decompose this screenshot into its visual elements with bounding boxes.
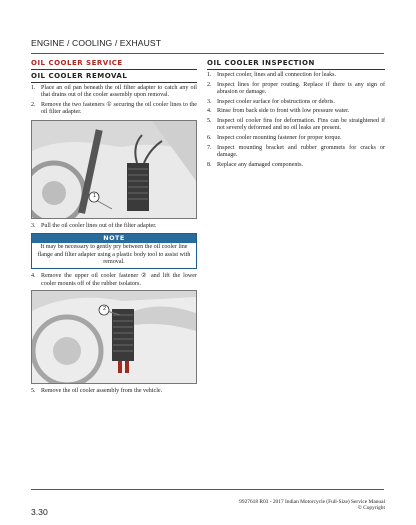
list-item bbox=[207, 145, 385, 160]
step-number: 8. bbox=[207, 161, 212, 168]
step-number: 4. bbox=[31, 273, 36, 280]
oil-cooler-photo-2 bbox=[31, 290, 197, 384]
motorcycle-photo-illustration bbox=[32, 291, 196, 383]
step-text: Remove the two fasteners ① securing the oil cooler lines to the oil filter adapter. bbox=[41, 101, 197, 116]
footer-text bbox=[239, 499, 385, 511]
heading-rule bbox=[31, 69, 197, 70]
inspection-steps bbox=[207, 72, 385, 169]
note-text: It may be necessary to gently pry between the oil cooler line flange and filter adapter using a plastic body tool to assist with removal. bbox=[37, 244, 191, 265]
removal-steps-d bbox=[31, 388, 197, 395]
step-text: Place an oil pan beneath the oil filter adapter to catch any oil that drains out of the cooler assembly upon removal. bbox=[41, 85, 197, 99]
step-text: Remove the oil cooler assembly from the vehicle. bbox=[41, 388, 163, 395]
step-number: 4. bbox=[207, 108, 212, 115]
list-item bbox=[31, 223, 197, 230]
list-item bbox=[207, 118, 385, 133]
step-number: 1. bbox=[207, 72, 212, 78]
heading-rule bbox=[207, 69, 385, 70]
step-text: Inspect cooler mounting fastener for proper torque. bbox=[217, 135, 342, 142]
list-item bbox=[207, 162, 385, 169]
list-item bbox=[31, 102, 197, 117]
step-text: Inspect oil cooler fins for deformation. Fins can be straightened if not severely deformed and no oil leaks are present. bbox=[217, 118, 385, 132]
step-number: 2. bbox=[31, 101, 36, 108]
inspection-heading: OIL COOLER INSPECTION bbox=[207, 59, 315, 67]
footer-divider bbox=[31, 489, 384, 490]
left-column bbox=[31, 59, 197, 398]
callout-label: 1 bbox=[92, 192, 97, 199]
list-item bbox=[31, 273, 197, 288]
step-text: Inspect mounting bracket and rubber grommets for cracks or damage. bbox=[217, 144, 385, 159]
header-divider bbox=[31, 53, 384, 54]
section-heading: OIL COOLER SERVICE bbox=[31, 59, 123, 67]
step-text: Inspect lines for proper routing. Replace if there is any sign of abrasion or damage. bbox=[217, 81, 385, 95]
manual-title: 9927618 R03 - 2017 Indian Motorcycle (Full-Size) Service Manual bbox=[239, 499, 385, 505]
right-column bbox=[207, 59, 385, 171]
step-number: 5. bbox=[207, 118, 212, 125]
step-number: 3. bbox=[207, 98, 212, 105]
step-text: Remove the upper oil cooler fastener ② and lift the lower cooler mounts off of the rubber isolators. bbox=[41, 273, 197, 287]
step-number: 2. bbox=[207, 81, 212, 88]
step-text: Inspect cooler surface for obstructions or debris. bbox=[217, 98, 335, 105]
removal-steps-a bbox=[31, 85, 197, 117]
step-number: 1. bbox=[31, 85, 36, 91]
step-text: Replace any damaged components. bbox=[217, 161, 303, 168]
step-number: 6. bbox=[207, 135, 212, 142]
step-number: 7. bbox=[207, 144, 212, 151]
note-box bbox=[31, 233, 197, 269]
step-number: 3. bbox=[31, 222, 36, 229]
list-item bbox=[207, 108, 385, 115]
list-item bbox=[207, 72, 385, 79]
copyright: © Copyright bbox=[357, 505, 385, 512]
list-item bbox=[207, 82, 385, 97]
subsection-heading: OIL COOLER REMOVAL bbox=[31, 72, 128, 80]
page-number: 3.30 bbox=[31, 507, 48, 517]
list-item bbox=[207, 135, 385, 142]
motorcycle-photo-illustration bbox=[32, 121, 196, 218]
page-section-header: ENGINE / COOLING / EXHAUST bbox=[31, 38, 162, 48]
removal-steps-b bbox=[31, 223, 197, 230]
step-text: Rinse from back side to front with low pressure water. bbox=[217, 108, 350, 115]
removal-steps-c bbox=[31, 273, 197, 288]
subheading-rule bbox=[31, 82, 197, 83]
list-item bbox=[31, 388, 197, 395]
step-text: Inspect cooler, lines and all connection for leaks. bbox=[217, 72, 337, 78]
list-item bbox=[31, 85, 197, 100]
step-text: Pull the oil cooler lines out of the filter adapter. bbox=[41, 222, 157, 229]
oil-cooler-photo-1 bbox=[31, 120, 197, 219]
list-item bbox=[207, 99, 385, 106]
step-number: 5. bbox=[31, 388, 36, 395]
callout-label: 2 bbox=[102, 306, 107, 313]
note-label: NOTE bbox=[32, 234, 196, 243]
